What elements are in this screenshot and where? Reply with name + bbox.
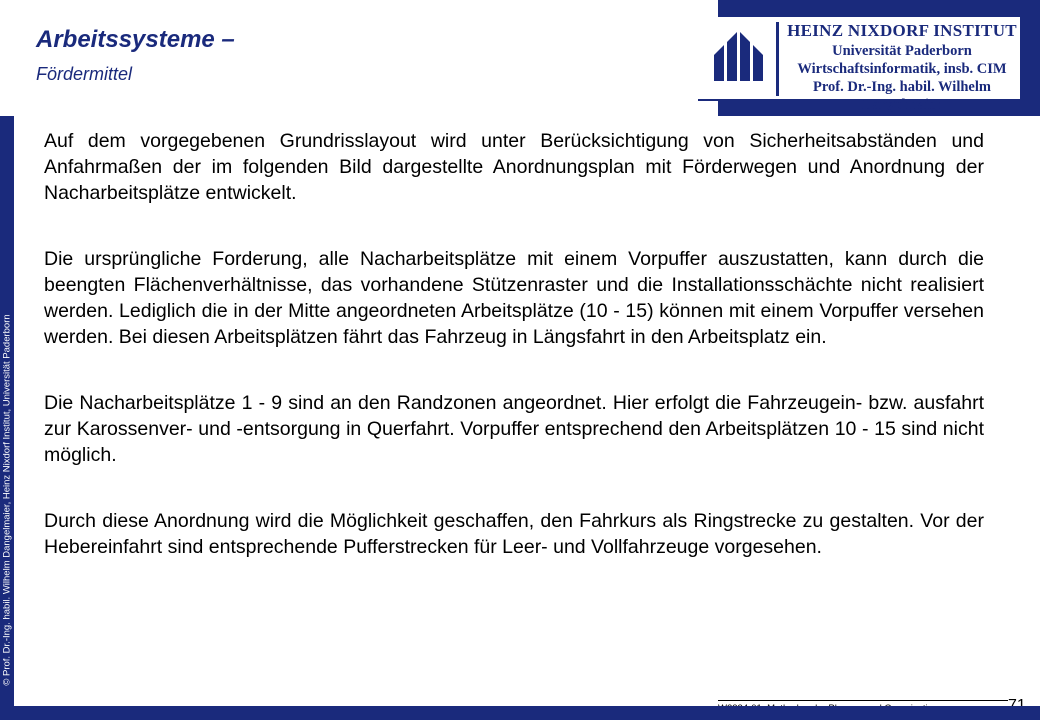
institute-name: HEINZ NIXDORF INSTITUT	[787, 21, 1017, 40]
footer-divider	[718, 700, 1008, 701]
title-panel	[0, 0, 718, 116]
paragraph-3: Die Nacharbeitsplätze 1 - 9 sind an den Randzonen angeordnet. Hier erfolgt die Fahrzeugein- bzw. ausfahrt zur Karossenver- und -entsorgung in Querfahrt. Vorpuffer entsprechend den Arbeitsplätzen 10 - 15 sind nicht möglich.	[44, 392, 984, 466]
department-name: Wirtschaftsinformatik, insb. CIM	[797, 61, 1007, 77]
paragraph-2: Die ursprüngliche Forderung, alle Nacharbeitsplätze mit einem Vorpuffer auszustatten, kann durch die beengten Flächenverhältnisse, das vorhandene Stützenraster und die Installationsschächte nicht realisiert werden. Lediglich die in der Mitte angeordneten Arbeitsplätze (10 - 15) können mit einem Vorpuffer versehen werden. Bei diesen Arbeitsplätzen fährt das Fahrzeug in Längsfahrt in den Arbeitsplatz ein.	[44, 248, 984, 348]
professor-name: Prof. Dr.-Ing. habil. Wilhelm Dangelmaier	[813, 79, 991, 113]
institute-logo	[698, 17, 1020, 113]
copyright-text: © Prof. Dr.-Ing. habil. Wilhelm Dangelmaier, Heinz Nixdorf Institut, Universität Paderborn	[1, 314, 13, 686]
slide-body	[44, 128, 984, 600]
logo-divider	[776, 22, 779, 96]
logo-text	[784, 20, 1020, 114]
paragraph-4: Durch diese Anordnung wird die Möglichkeit geschaffen, den Fahrkurs als Ringstrecke zu gestalten. Vor der Hebereinfahrt sind entsprechende Pufferstrecken für Leer- und Vollfahrzeuge vorgesehen.	[44, 510, 984, 558]
bottom-band	[14, 706, 1040, 720]
page-title: Arbeitssysteme –	[36, 26, 235, 53]
page-subtitle: Fördermittel	[36, 64, 133, 84]
university-name: Universität Paderborn	[832, 43, 972, 59]
paragraph-1: Auf dem vorgegebenen Grundrisslayout wird unter Berücksichtigung von Sicherheitsabständen und Anfahrmaßen der im folgenden Bild dargestellte Anordnungsplan mit Förderwegen und Anordnung der Nacharbeitsplätze entwickelt.	[44, 130, 984, 204]
hni-logo-icon	[710, 27, 766, 83]
